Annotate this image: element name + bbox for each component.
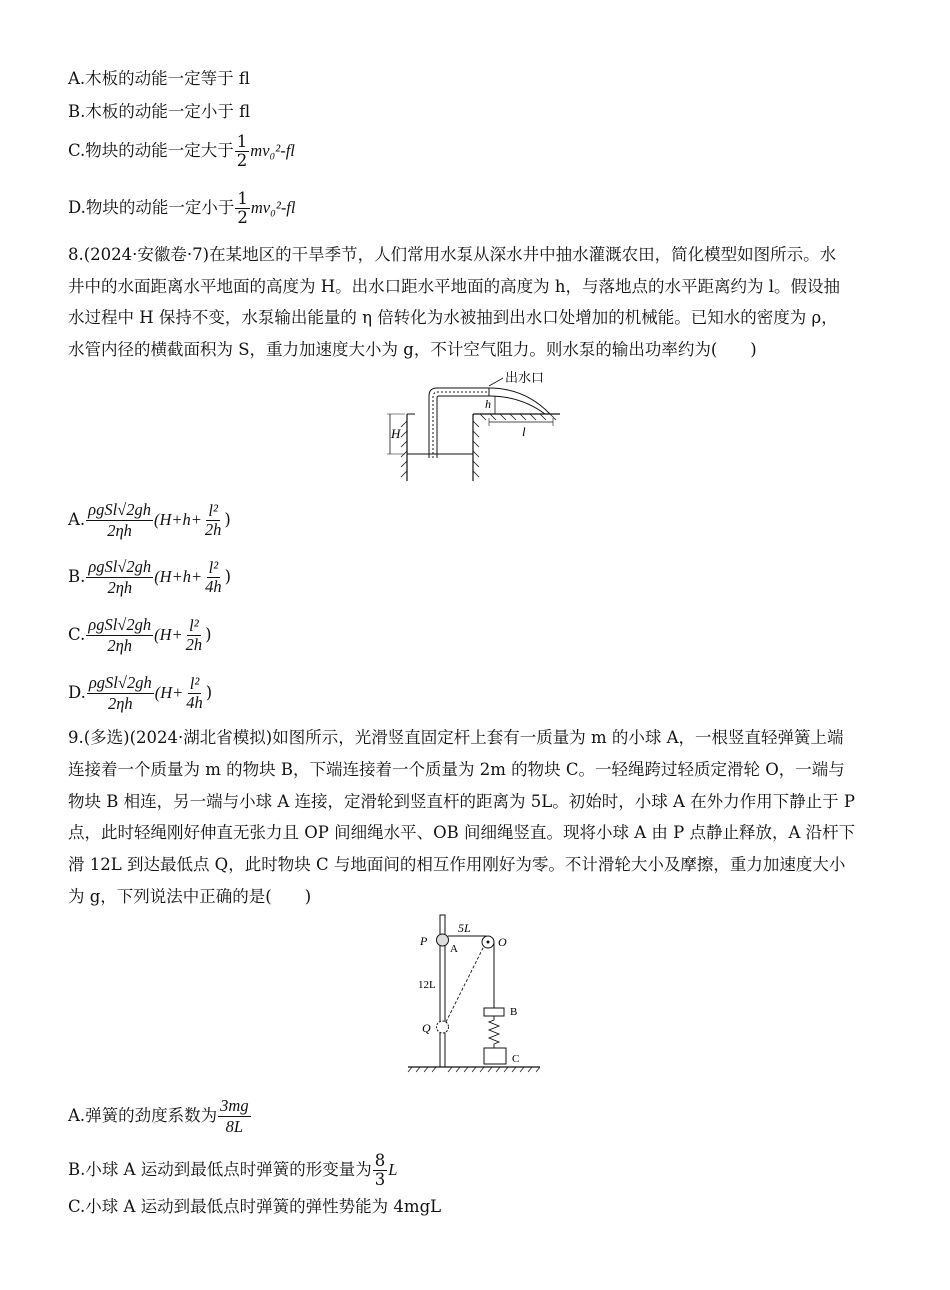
q9-pulley-figure (400, 910, 550, 1075)
q9-stem-line2: 连接着一个质量为 m 的物块 B，下端连接着一个质量为 2m 的物块 C。一轻绳跨过轻质定滑轮 O，一端与 (68, 760, 845, 779)
q8-option-b: B. ρgSl√2gh 2ηh (H+h+ $\frac{\text{l²}}{4h}$ ) (68, 557, 232, 597)
q8-stem-line1: 8.(2024·安徽卷·7)在某地区的干旱季节，人们常用水泵从深水井中抽水灌溉农田，简化模型如图所示。水 (68, 245, 837, 264)
q7-option-a: A.木板的动能一定等于 fl (68, 69, 250, 88)
q9-option-a-fraction: $\frac{3mg}{8L}$ (220, 1096, 249, 1136)
q7-option-d-fraction: $\frac{1}{2}$ (237, 189, 248, 227)
q9-fig-5L-label: 5L (458, 921, 471, 935)
q9-fig-A-label: A (450, 943, 458, 955)
q7-option-c-tail: mv₀²-fl (250, 141, 295, 160)
q7-option-c (68, 133, 295, 170)
q8-pump-figure (385, 366, 575, 486)
q9-stem-line6: 为 g，下列说法中正确的是( ) (68, 887, 312, 906)
q8-option-b-fraction: ρgSl√2gh 2ηh (88, 557, 152, 597)
q7-option-b: B.木板的动能一定小于 fl (68, 102, 251, 121)
q8-fig-outlet-label: 出水口 (505, 370, 545, 385)
q9-stem-line3: 物块 B 相连，另一端与小球 A 连接，定滑轮到竖直杆的距离为 5L。初始时，小球 A 在外力作用下静止于 P (68, 792, 855, 811)
q7-option-d (68, 190, 295, 227)
q9-option-b-fraction: $\frac{8}{3}$ (374, 1151, 386, 1189)
q8-option-c-fraction: ρgSl√2gh 2ηh (88, 615, 152, 655)
q8-option-d: D. ρgSl√2gh 2ηh (H+ $\frac{\text{l²}}{4h}$ ) (68, 673, 213, 713)
q9-fig-B-label: B (510, 1006, 518, 1018)
q9-option-a: A.弹簧的劲度系数为 $\frac{3mg}{8L}$ (68, 1096, 249, 1136)
q9-fig-Q-label: Q (422, 1021, 431, 1035)
q8-stem-line3: 水过程中 H 保持不变，水泵输出能量的 η 倍转化为水被抽到出水口处增加的机械能。已知水的密度为 ρ， (68, 308, 838, 327)
q8-stem-line4: 水管内径的横截面积为 S，重力加速度大小为 g，不计空气阻力。则水泵的输出功率约为( ) (68, 340, 757, 359)
q8-fig-H-label: H (391, 426, 401, 441)
q9-stem-line5: 滑 12L 到达最低点 Q，此时物块 C 与地面间的相互作用刚好为零。不计滑轮大小及摩擦，重力加速度大小 (68, 855, 846, 874)
q9-fig-O-label: O (498, 935, 507, 949)
q7-option-d-tail: mv₀²-fl (250, 198, 296, 217)
q9-option-c: C.小球 A 运动到最低点时弹簧的弹性势能为 4mgL (68, 1197, 442, 1216)
q8-option-c: C. ρgSl√2gh 2ηh (H+ $\frac{\text{l²}}{2h}$ ) (68, 615, 212, 655)
q8-fig-h-label: h (485, 397, 491, 411)
q9-option-b: B.小球 A 运动到最低点时弹簧的形变量为 $\frac{8}{3}$ L (68, 1151, 398, 1189)
q7-option-d-text: D.物块的动能一定小于 (68, 198, 235, 217)
q8-option-d-fraction: ρgSl√2gh 2ηh (88, 673, 152, 713)
q9-stem-line4: 点，此时轻绳刚好伸直无张力且 OP 间细绳水平、OB 间细绳竖直。现将小球 A 由 P 点静止释放，A 沿杆下 (68, 823, 856, 842)
q7-option-c-text: C.物块的动能一定大于 (68, 141, 234, 160)
q9-fig-P-label: P (420, 934, 428, 948)
q9-fig-C-label: C (512, 1053, 520, 1065)
q8-stem-line2: 井中的水面距离水平地面的高度为 H。出水口距水平地面的高度为 h，与落地点的水平距离约为 l。假设抽 (68, 277, 841, 296)
q9-stem-line1: 9.(多选)(2024·湖北省模拟)如图所示，光滑竖直固定杆上套有一质量为 m 的小球 A，一根竖直轻弹簧上端 (68, 728, 844, 747)
q8-option-a: A. ρgSl√2gh 2ηh (H+h+ $\frac{\text{l²}}{2h}$ ) (68, 500, 231, 540)
q9-fig-12L-label: 12L (418, 979, 436, 991)
q8-option-a-fraction: ρgSl√2gh 2ηh (88, 500, 151, 540)
q8-fig-l-label: l (522, 424, 526, 439)
q7-option-c-fraction: $\frac{1}{2}$ (236, 132, 248, 170)
